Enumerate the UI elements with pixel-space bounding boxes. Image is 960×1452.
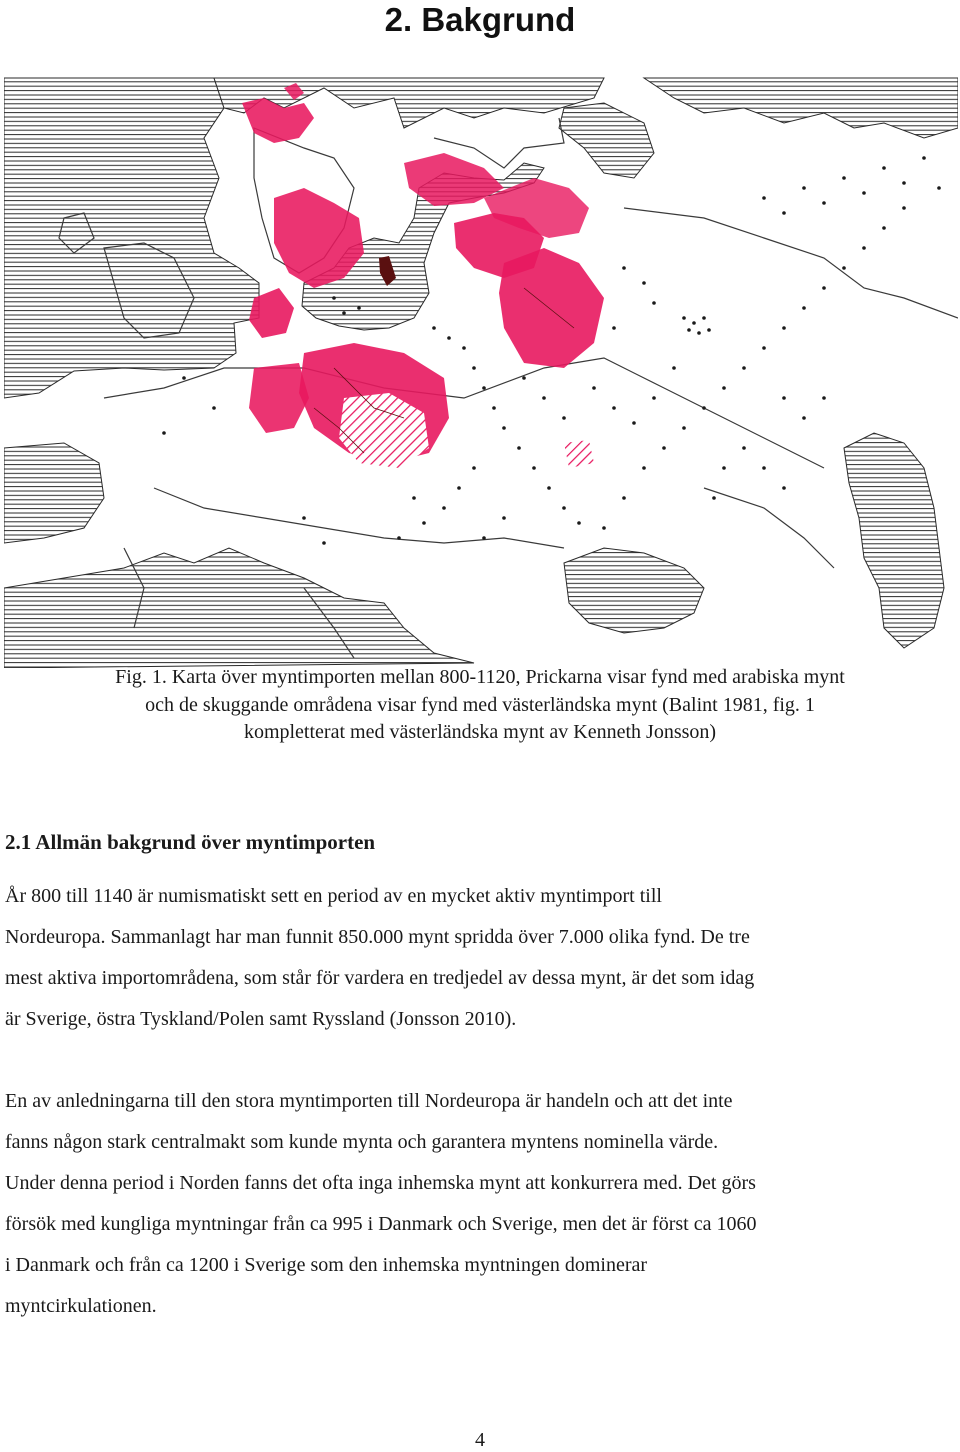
mediterranean-sea (4, 548, 474, 668)
page-number: 4 (475, 1429, 485, 1451)
paragraph-1-line: Nordeuropa. Sammanlagt har man funnit 850.000 mynt spridda över 7.000 olika fynd. De tre (5, 926, 750, 948)
paragraph-2-line: försök med kungliga myntningar från ca 995 i Danmark och Sverige, men det är först ca 1060 (5, 1213, 757, 1235)
paragraph-2-line: i Danmark och från ca 1200 i Sverige som den inhemska myntningen dominerar (5, 1254, 648, 1276)
caption-line-1: Fig. 1. Karta över myntimporten mellan 800-1120, Prickarna visar fynd med arabiska mynt (115, 666, 845, 688)
black-sea (564, 548, 704, 633)
map-figure (4, 68, 958, 668)
coin-import-map (4, 68, 958, 668)
coin-area-germany-west (249, 363, 309, 433)
paragraph-2 (5, 1081, 945, 1327)
section-title: 2.1 Allmän bakgrund över myntimporten (5, 830, 376, 854)
paragraph-2-line: fanns någon stark centralmakt som kunde mynta och garantera myntens nominella värde. (5, 1131, 719, 1153)
paragraph-1 (5, 876, 945, 1040)
arctic-east-sea (644, 78, 958, 138)
figure-caption (0, 664, 960, 747)
biscay-sea (4, 443, 104, 543)
caspian-sea (844, 433, 944, 648)
north-atlantic-sea (4, 78, 259, 398)
paragraph-2-line: En av anledningarna till den stora myntimporten till Nordeuropa är handeln och att det inte (5, 1090, 733, 1112)
coin-area-novgorod (499, 248, 604, 368)
page-heading: 2. Bakgrund (384, 1, 576, 38)
caption-line-3: kompletterat med västerländska mynt av Kenneth Jonsson) (243, 721, 717, 743)
paragraph-1-line: År 800 till 1140 är numismatiskt sett en period av en mycket aktiv myntimport till (5, 885, 662, 907)
paragraph-1-line: är Sverige, östra Tyskland/Polen samt Ryssland (Jonsson 2010). (5, 1008, 517, 1030)
sea-areas (4, 78, 958, 668)
paragraph-2-line: Under denna period i Norden fanns det ofta inga inhemska mynt att konkurrera med. Det görs (5, 1172, 756, 1194)
white-sea (559, 103, 654, 178)
paragraph-1-line: mest aktiva importområdena, som står för vardera en tredjedel av dessa mynt, är det som idag (5, 967, 755, 989)
paragraph-2-line: myntcirkulationen. (5, 1295, 157, 1317)
coin-area-hatched-east (564, 440, 594, 468)
caption-line-2: och de skuggande områdena visar fynd med västerländska mynt (Balint 1981, fig. 1 (145, 693, 815, 716)
